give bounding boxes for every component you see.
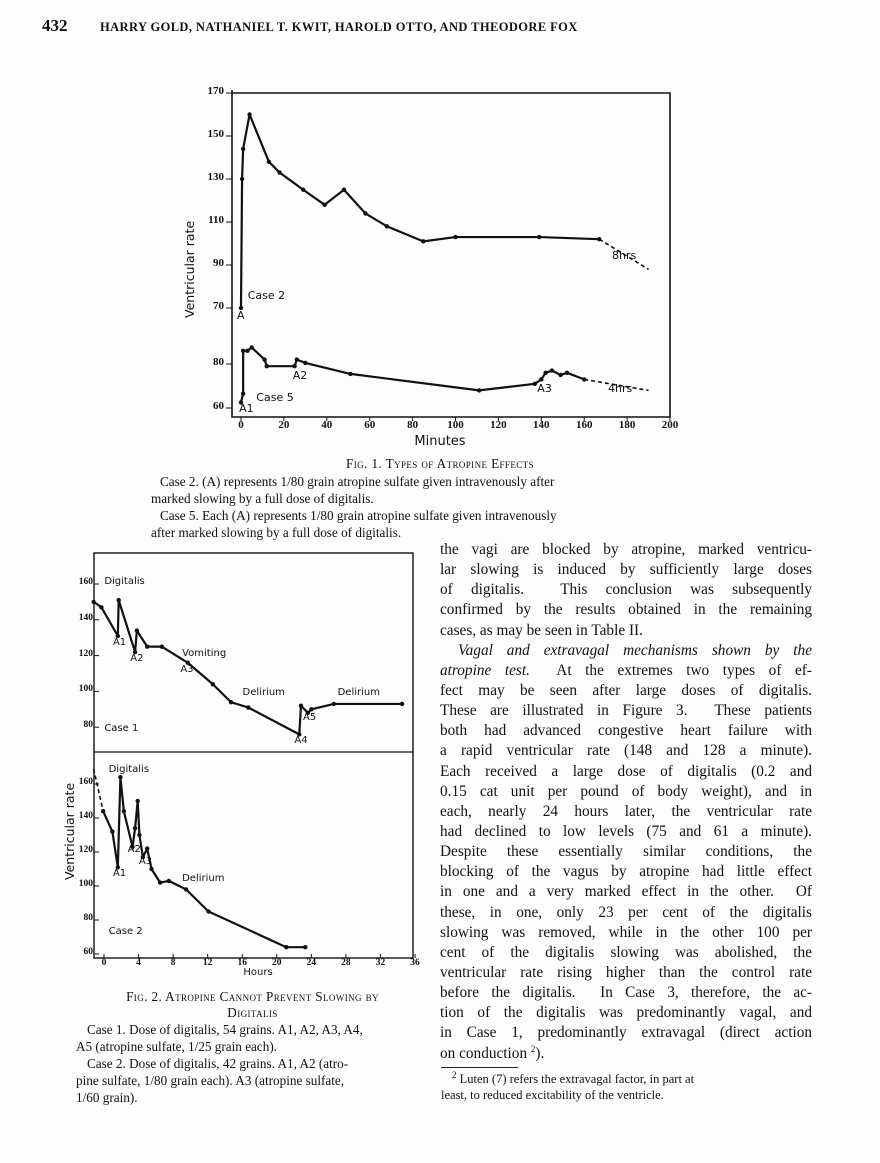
fig2-case1-point <box>211 682 215 686</box>
fig2-x-tick-label: 8 <box>170 958 176 968</box>
fig1-caption-case5-l1: Case 5. Each (A) represents 1/80 grain atropine sulfate given intravenously <box>160 508 557 523</box>
fig2-annotation: A1 <box>112 636 127 648</box>
fig2-y-axis-label: Ventricular rate <box>62 782 77 880</box>
body-text-segment: each, nearly 24 hours later, the ventricular rate <box>440 802 812 820</box>
fig1-annotation: A <box>237 308 245 322</box>
fig2-x-tick-label: 28 <box>341 958 351 968</box>
body-text-line <box>440 721 812 741</box>
fig1-case5-point <box>543 371 547 375</box>
fig1-x-tick-label: 40 <box>321 419 333 431</box>
fig1-annotation: Case 5 <box>256 391 294 405</box>
fig2-case2-point <box>284 945 288 949</box>
fig2-case1-point <box>91 600 95 604</box>
fig2-caption-case2-l1: Case 2. Dose of digitalis, 42 grains. A1, A2 (atro- <box>87 1056 349 1071</box>
fig2-annotation: Case 1 <box>104 722 139 734</box>
body-text-line <box>440 1023 812 1043</box>
fig1-annotation: A3 <box>537 382 552 396</box>
fig2-caption-case2-l2: pine sulfate, 1/80 grain each). A3 (atropine sulfate, <box>76 1073 345 1088</box>
fig1-caption-case2-l2: marked slowing by a full dose of digitalis. <box>151 491 374 506</box>
body-text-line <box>440 600 812 620</box>
fig1-y-tick-label: 170 <box>207 85 224 97</box>
fig2-case1-point <box>145 644 149 648</box>
fig2-case2-point <box>158 880 162 884</box>
body-text-line <box>440 903 812 923</box>
fig2-annotation: A1 <box>112 867 127 879</box>
fig1-x-tick-label: 120 <box>490 419 507 431</box>
fig1-case5-point <box>265 364 269 368</box>
fig1-x-tick-label: 0 <box>238 419 244 431</box>
fig1-y-tick-label: 60 <box>213 400 224 412</box>
fig2-frame <box>94 553 413 958</box>
body-text-segment: atropine test. <box>440 661 530 679</box>
fig2-y-tick-label: 60 <box>83 947 93 957</box>
fig1-duration-label: 8hrs <box>612 249 637 262</box>
body-text-line <box>440 762 812 782</box>
fig2-caption-case1-l1: Case 1. Dose of digitalis, 54 grains. A1, A2, A3, A4, <box>87 1022 363 1037</box>
fig2-case2-dashed-line <box>94 769 104 812</box>
fig2-annotation: Case 2 <box>108 925 143 937</box>
fig2-x-tick-label: 24 <box>306 958 317 968</box>
body-text-segment: both had advanced congestive heart failure with <box>440 722 812 740</box>
fig2-annotation: Delirium <box>242 686 285 698</box>
fig2-x-tick-label: 16 <box>237 958 247 968</box>
body-text-segment: At the extremes two types of ef- <box>529 661 812 679</box>
fig1-case2-point <box>240 177 244 181</box>
fig1-case2-line <box>241 115 599 309</box>
body-text-line <box>440 1003 812 1023</box>
body-text-segment: confirmed by the results obtained in the remaining <box>440 601 812 619</box>
body-text-line <box>440 802 812 822</box>
fig1-case2-point <box>342 188 346 192</box>
body-text-line <box>440 983 812 1003</box>
page-number: 432 <box>42 16 68 35</box>
body-text-line <box>440 1044 812 1064</box>
fig2-case2-point <box>135 799 139 803</box>
fig2-case1-point <box>160 644 164 648</box>
body-text-segment: Each received a large dose of digitalis (0.2 and <box>440 762 812 780</box>
fig1-caption-case2-l1: Case 2. (A) represents 1/80 grain atropine sulfate given intravenously after <box>160 474 555 489</box>
body-text-segment: Despite these essentially similar conditions, the <box>440 843 812 861</box>
fig1-case5-point <box>550 368 554 372</box>
running-header-authors: HARRY GOLD, NATHANIEL T. KWIT, HAROLD OTTO, AND THEODORE FOX <box>100 20 578 34</box>
fig2-x-tick-label: 20 <box>272 958 282 968</box>
fig2-annotation: Vomiting <box>182 647 227 659</box>
fig1-case5-point <box>565 371 569 375</box>
fig2-annotation: A5 <box>303 712 317 724</box>
fig1-case2-point <box>421 239 425 243</box>
body-text-line <box>440 540 812 560</box>
fig1-case2-point <box>322 203 326 207</box>
fig1-title: Fig. 1. Types of Atropine Effects <box>346 456 534 471</box>
fig2-case1-point <box>309 707 313 711</box>
fig1-case5-point <box>348 372 352 376</box>
body-text-line <box>440 681 812 701</box>
fig1-x-tick-label: 160 <box>575 419 593 431</box>
fig1-case5-point <box>241 392 245 396</box>
fig2-case1-line <box>94 600 402 734</box>
fig2-caption-case2-l3: 1/60 grain). <box>76 1090 138 1105</box>
body-text-line <box>440 842 812 862</box>
fig1-y-tick-label: 110 <box>208 214 224 226</box>
fig2-y-tick-label: 160 <box>78 777 93 787</box>
fig2-x-tick-label: 4 <box>136 958 141 968</box>
body-text-line <box>440 862 812 882</box>
fig2-case2-point <box>122 809 126 813</box>
fig1-duration-label: 4hrs <box>608 382 633 395</box>
body-text-line <box>440 641 812 661</box>
fig2-caption-title-l1: Fig. 2. Atropine Cannot Prevent Slowing by <box>126 989 379 1004</box>
body-text-line <box>440 701 812 721</box>
body-text-segment: of digitalis. This conclusion was subsequently <box>440 581 812 599</box>
fig1-case5-point <box>477 388 481 392</box>
fig2-case1-point <box>332 702 336 706</box>
body-text-segment: lar slowing is induced by sufficiently large doses <box>440 561 812 579</box>
fig1-y-tick-label: 150 <box>207 128 224 140</box>
fig2-x-tick-label: 32 <box>375 958 386 968</box>
fig1-caption-title <box>0 455 880 472</box>
body-text-line <box>440 560 812 580</box>
footnote-text-1: Luten (7) refers the extravagal factor, in part at <box>456 1072 695 1086</box>
fig2-y-tick-label: 140 <box>78 612 93 623</box>
fig1-x-tick-label: 140 <box>533 419 550 431</box>
body-text-segment: blocking of the vagus by atropine had little effect <box>440 863 812 881</box>
body-text-segment: cent of the digitalis slowing was abolished, the <box>440 943 812 961</box>
body-text-line <box>440 923 812 943</box>
fig1-case5-point <box>303 361 307 365</box>
fig2-caption-title-l2: Digitalis <box>227 1005 278 1020</box>
fig1-case5-point <box>295 357 299 361</box>
body-text-segment: These are illustrated in Figure 3. These patients <box>440 702 812 720</box>
fig2-case2-point <box>167 879 171 883</box>
fig2-y-tick-label: 140 <box>78 811 93 821</box>
fig2-case1-point <box>116 598 120 602</box>
fig2-case1-point <box>229 700 233 704</box>
fig1-case5-point <box>245 349 249 353</box>
fig2-x-tick-label: 36 <box>410 958 420 968</box>
body-text-segment: in one and a very marked effect in the other. Of <box>440 883 812 901</box>
fig1-annotation: A1 <box>239 402 254 416</box>
body-text-segment: tion of the digitalis was predominantly vagal, and <box>440 1004 812 1022</box>
fig1-case2-point <box>241 147 245 151</box>
body-text-segment: before the digitalis. In Case 3, therefore, the ac- <box>440 984 812 1002</box>
fig1-x-tick-label: 20 <box>278 419 290 431</box>
fig1-case2-point <box>267 160 271 164</box>
fig1-case5-point <box>558 373 562 377</box>
body-text-line <box>440 621 812 641</box>
fig2-annotation: A3 <box>138 855 153 867</box>
fig2-y-tick-label: 80 <box>83 720 93 731</box>
fig2-y-tick-label: 80 <box>83 913 93 923</box>
body-text-segment: ventricular rate rising higher than the control rate <box>440 963 812 981</box>
fig2-annotation: A4 <box>294 735 308 747</box>
fig2-y-tick-label: 100 <box>78 684 93 695</box>
fig2-case2-point <box>149 867 153 871</box>
footnote-line-1 <box>452 1071 694 1088</box>
fig1-y-tick-label: 90 <box>213 257 224 269</box>
body-text-line <box>440 661 812 681</box>
body-text-line <box>440 822 812 842</box>
footnote-rule <box>441 1067 518 1068</box>
fig1-frame <box>232 90 670 417</box>
fig1-caption-case5-l2: after marked slowing by a full dose of digitalis. <box>151 525 402 540</box>
body-text-segment: fect may be seen after large doses of digitalis. <box>440 681 812 699</box>
fig1-case2-point <box>453 235 457 239</box>
fig1-case2-point <box>301 188 305 192</box>
fig2-x-tick-label: 12 <box>202 958 213 968</box>
fig2-annotation: A3 <box>180 663 194 675</box>
footnote-reference: 2 <box>530 1043 536 1054</box>
fig2-case2-point <box>118 775 122 779</box>
fig2-annotation: Digitalis <box>104 576 145 587</box>
body-text-line <box>440 782 812 802</box>
fig1-case2-point <box>277 170 281 174</box>
fig1-x-axis-label: Minutes <box>414 434 466 449</box>
footnote-marker: 2 <box>452 1069 457 1080</box>
fig1-case5-point <box>539 377 543 381</box>
fig1-case5-point <box>292 364 296 368</box>
fig2-x-axis-label: Hours <box>243 967 273 978</box>
fig2-case2-point <box>110 829 114 833</box>
fig2-case1-point <box>299 704 303 708</box>
fig2-caption-case1-l2: A5 (atropine sulfate, 1/25 grain each). <box>76 1039 278 1054</box>
body-text-segment: cases, as may be seen in Table II. <box>440 621 643 639</box>
body-text-segment: ). <box>535 1044 545 1062</box>
fig2-case2-point <box>184 887 188 891</box>
fig1-case2-point <box>537 235 541 239</box>
fig2-y-tick-label: 120 <box>78 845 93 855</box>
fig1-y-tick-label: 80 <box>213 356 224 368</box>
body-text-segment: had declined to low levels (75 and 61 a minute). <box>440 822 812 840</box>
body-text-line <box>440 943 812 963</box>
fig1-case5-point <box>262 357 266 361</box>
body-text-line <box>440 741 812 761</box>
fig2-case1-point <box>400 702 404 706</box>
fig1-case2-point <box>363 211 367 215</box>
fig1-x-tick-label: 200 <box>661 419 679 431</box>
fig1-x-tick-label: 80 <box>407 419 419 431</box>
fig1-case2-point <box>385 224 389 228</box>
fig2-annotation: A2 <box>127 844 141 855</box>
body-text-segment: these, in one, only 23 per cent of the digitalis <box>440 903 812 921</box>
fig2-y-tick-label: 100 <box>78 879 93 889</box>
fig1-annotation: Case 2 <box>247 289 286 303</box>
fig2-case2-point <box>303 945 307 949</box>
fig1-case2-point <box>247 112 251 116</box>
fig2-case1-point <box>246 705 250 709</box>
fig2-annotation: Delirium <box>182 872 225 884</box>
fig2-case2-line <box>103 777 305 947</box>
body-text-column <box>440 540 812 1064</box>
fig2-case2-point <box>137 833 141 837</box>
fig1-y-axis-label: Ventricular rate <box>182 220 197 318</box>
fig1-case5-point <box>250 345 254 349</box>
body-text-segment: 0.15 cat unit per pound of body weight), and in <box>440 782 812 800</box>
fig2-case2-point <box>145 846 149 850</box>
fig2-annotation: Delirium <box>337 686 380 698</box>
body-text-line <box>440 580 812 600</box>
fig2-annotation: A2 <box>130 652 144 664</box>
fig2-case2-point <box>133 826 137 830</box>
fig2-x-tick-label: 0 <box>101 958 107 968</box>
body-text-segment: a rapid ventricular rate (148 and 128 a minute). <box>440 742 812 760</box>
fig2-annotation: Digitalis <box>108 764 150 776</box>
fig1-x-tick-label: 100 <box>447 419 464 431</box>
fig2-case2-point <box>206 909 210 913</box>
body-text-segment: the vagi are blocked by atropine, marked ventricu- <box>440 541 812 558</box>
fig1-x-tick-label: 60 <box>364 419 376 431</box>
body-text-line <box>440 963 812 983</box>
fig1-case5-point <box>241 349 245 353</box>
body-text-segment: on conduction <box>440 1044 531 1062</box>
footnote-line-2: least, to reduced excitability of the ventricle. <box>441 1088 664 1102</box>
fig1-y-tick-label: 70 <box>213 300 224 312</box>
body-text-segment: Vagal and extravagal mechanisms shown by the <box>458 641 812 659</box>
fig2-y-tick-label: 160 <box>78 577 93 587</box>
fig2-case1-point <box>99 605 103 609</box>
fig1-annotation: A2 <box>292 369 308 383</box>
fig2-case1-point <box>135 628 139 632</box>
fig1-y-tick-label: 130 <box>207 171 224 183</box>
fig1-x-tick-label: 180 <box>618 419 636 431</box>
body-text-segment: in Case 1, predominantly extravagal (direct action <box>440 1024 812 1042</box>
fig2-y-tick-label: 120 <box>78 648 93 659</box>
body-text-line <box>440 882 812 902</box>
body-text-segment: slowing was removed, while in the other 100 per <box>440 923 812 941</box>
